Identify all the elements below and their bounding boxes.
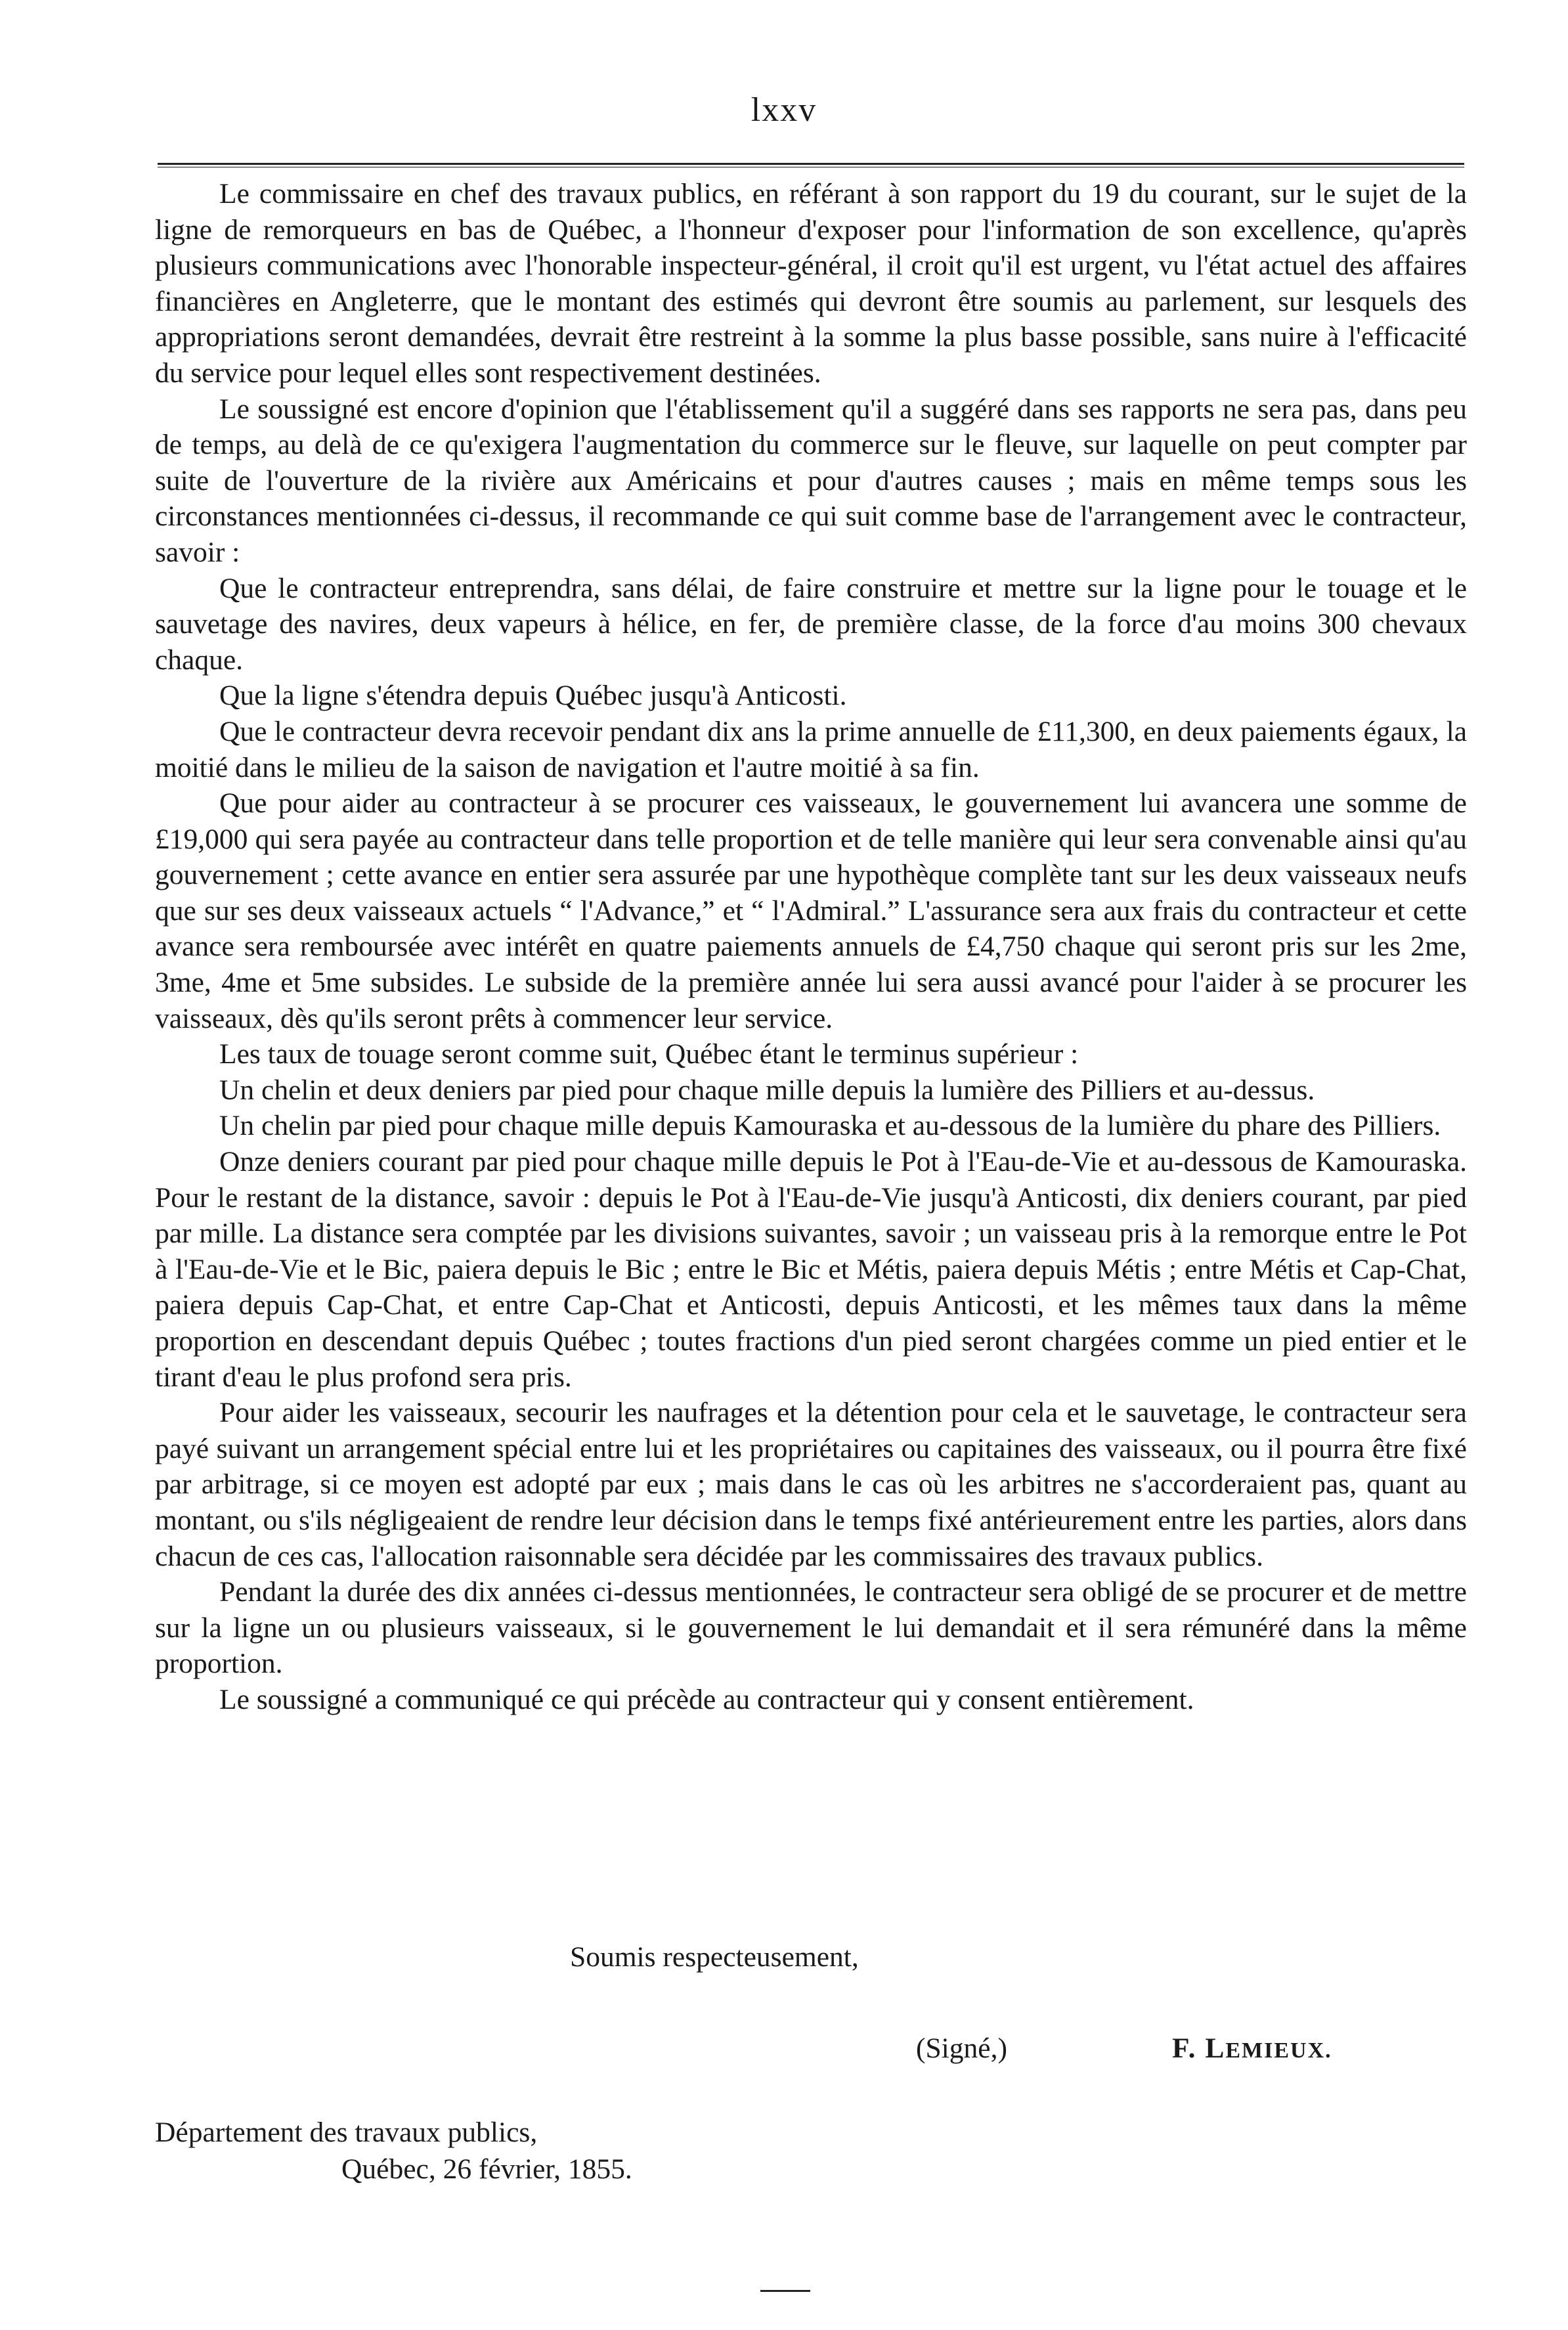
paragraph: Un chelin et deux deniers par pied pour chaque mille depuis la lumière des Pilliers et au-dessus. — [219, 1074, 1315, 1106]
paragraph: Pour aider les vaisseaux, secourir les naufrages et la détention pour cela et le sauvetage, le contracteur sera payé suivant un arrangement spécial entre lui et les propriétaires ou capitaines des vaisseaux, ou il pourra être fixé par arbitrage, si ce moyen est adopté par eux ; mais dans le cas où les arbitres ne s'accorderaient pas, quant au montant, ou s'ils négligeaient de rendre leur décision dans le temps fixé antérieurement entre les parties, alors dans chacun de ces cas, l'allocation raisonnable sera décidée par les commissaires des travaux publics. — [155, 1397, 1467, 1572]
end-rule — [760, 2290, 810, 2292]
paragraph: Que la ligne s'étendra depuis Québec jusqu'à Anticosti. — [219, 680, 847, 712]
signatory-name — [1172, 2032, 1332, 2065]
signatory-initial: F. L — [1172, 2033, 1226, 2064]
signatory-surname: EMIEUX. — [1225, 2038, 1332, 2063]
paragraph: Les taux de touage seront comme suit, Québec étant le terminus supérieur : — [219, 1038, 1079, 1070]
signed-mark: (Signé,) — [916, 2033, 1007, 2064]
paragraph: Un chelin par pied pour chaque mille depuis Kamouraska et au-dessous de la lumière du phare des Pilliers. — [219, 1110, 1441, 1142]
paragraph: Que le contracteur devra recevoir pendant dix ans la prime annuelle de £11,300, en deux paiements égaux, la moitié dans le milieu de la saison de navigation et l'autre moitié à sa fin. — [155, 715, 1467, 783]
page-number: lxxv — [751, 91, 817, 129]
paragraph: Onze deniers courant par pied pour chaque mille depuis le Pot à l'Eau-de-Vie et au-dessous de Kamouraska. Pour le restant de la distance, savoir : depuis le Pot à l'Eau-de-Vie jusqu'à Anticosti, dix deniers courant, par pied par mille. La distance sera comptée par les divisions suivantes, savoir ; un vaisseau pris à la remorque entre le Pot à l'Eau-de-Vie et le Bic, paiera depuis le Bic ; entre le Bic et Métis, paiera depuis Métis ; entre Métis et Cap-Chat, paiera depuis Cap-Chat, et entre Cap-Chat et Anticosti, depuis Anticosti, et les mêmes taux dans la même proportion en descendant depuis Québec ; toutes fractions d'un pied seront chargées comme un pied entier et le tirant d'eau le plus profond sera pris. — [155, 1146, 1467, 1393]
header-rule — [158, 163, 1464, 167]
place-date: Québec, 26 février, 1855. — [341, 2153, 632, 2185]
paragraph: Le soussigné est encore d'opinion que l'établissement qu'il a suggéré dans ses rapports ne sera pas, dans peu de temps, au delà de ce qu'exigera l'augmentation du commerce sur le fleuve, sur laquelle on peut compter par suite de l'ouverture de la rivière aux Américains et pour d'autres causes ; mais en même temps sous les circonstances mentionnées ci-dessus, il recommande ce qui suit comme base de l'arrangement avec le contracteur, savoir : — [155, 393, 1467, 568]
closing-salutation: Soumis respecteusement, — [570, 1941, 859, 1973]
paragraph: Le commissaire en chef des travaux publics, en référant à son rapport du 19 du courant, sur le sujet de la ligne de remorqueurs en bas de Québec, a l'honneur d'exposer pour l'information de son excellence, qu'après plusieurs communications avec l'honorable inspecteur-général, il croit qu'il est urgent, vu l'état actuel des affaires financières en Angleterre, que le montant des estimés qui devront être soumis au parlement, sur lesquels des appropriations seront demandées, devrait être restreint à la somme la plus basse possible, sans nuire à l'efficacité du service pour lequel elles sont respectivement destinées. — [155, 178, 1467, 389]
paragraph: Le soussigné a communiqué ce qui précède au contracteur qui y consent entièrement. — [219, 1683, 1194, 1715]
paragraph: Que le contracteur entreprendra, sans délai, de faire construire et mettre sur la ligne pour le touage et le sauvetage des navires, deux vapeurs à hélice, en fer, de première classe, de la force d'au moins 300 chevaux chaque. — [155, 572, 1467, 676]
paragraph: Que pour aider au contracteur à se procurer ces vaisseaux, le gouvernement lui avancera une somme de £19,000 qui sera payée au contracteur dans telle proportion et de telle manière qui leur sera convenable ainsi qu'au gouvernement ; cette avance en entier sera assurée par une hypothèque complète tant sur les deux vaisseaux neufs que sur ses deux vaisseaux actuels “ l'Advance,” et “ l'Admiral.” L'assurance sera aux frais du contracteur et cette avance sera remboursée avec intérêt en quatre paiements annuels de £4,750 chaque qui seront pris sur les 2me, 3me, 4me et 5me subsides. Le subside de la première année lui sera aussi avancé pour l'aider à se procurer les vaisseaux, dès qu'ils seront prêts à commencer leur service. — [155, 787, 1467, 1034]
department-line: Département des travaux publics, — [155, 2117, 538, 2148]
report-body — [155, 176, 1467, 1718]
paragraph: Pendant la durée des dix années ci-dessus mentionnées, le contracteur sera obligé de se procurer et de mettre sur la ligne un ou plusieurs vaisseaux, si le gouvernement le lui demandait et il sera rémunéré dans la même proportion. — [155, 1576, 1467, 1680]
